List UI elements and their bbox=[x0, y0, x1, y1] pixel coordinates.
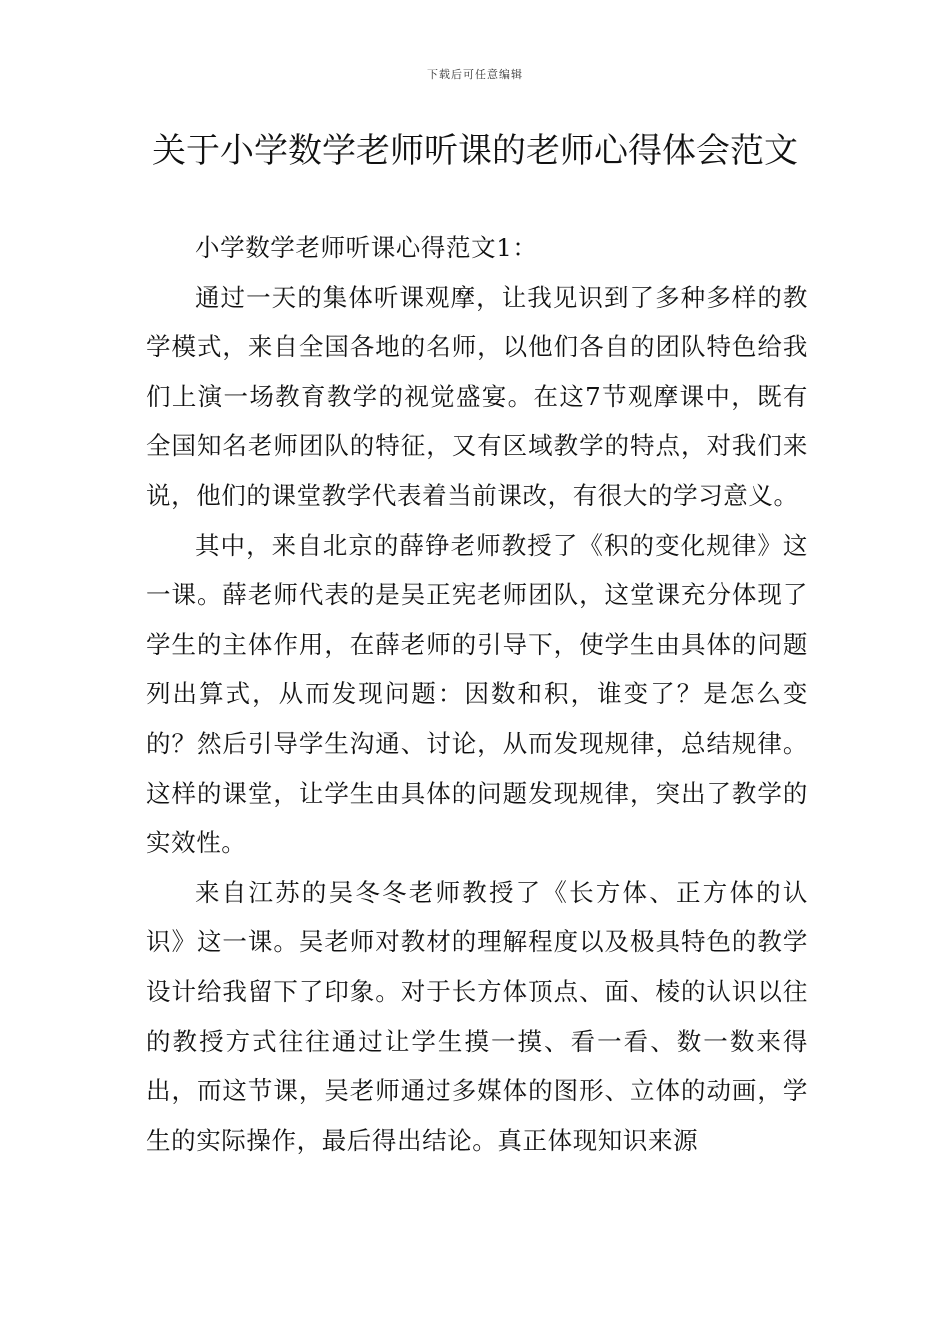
paragraph-subheading: 小学数学老师听课心得范文1： bbox=[195, 233, 538, 262]
header-note: 下载后可任意编辑 bbox=[427, 68, 523, 81]
paragraph: 其中，来自北京的薛铮老师教授了《积的变化规律》这一课。薛老师代表的是吴正宪老师团队，这堂课充分体现了学生的主体作用，在薛老师的引导下，使学生由具体的问题列出算式，从而发现问题：因数和积，谁变了？是怎么变的？然后引导学生沟通、讨论，从而发现规律，总结规律。这样的课堂，让学生由具体的问题发现规律，突出了教学的实效性。 bbox=[146, 530, 808, 858]
paragraph: 通过一天的集体听课观摩，让我见识到了多种多样的教学模式，来自全国各地的名师，以他们各自的团队特色给我们上演一场教育教学的视觉盛宴。在这7节观摩课中，既有全国知名老师团队的特征，又有区域教学的特点，对我们来说，他们的课堂教学代表着当前课改，有很大的学习意义。 bbox=[146, 282, 808, 510]
document-body bbox=[146, 223, 808, 1165]
paragraph: 来自江苏的吴冬冬老师教授了《长方体、正方体的认识》这一课。吴老师对教材的理解程度以及极具特色的教学设计给我留下了印象。对于长方体顶点、面、棱的认识以往的教授方式往往通过让学生摸一摸、看一看、数一数来得出，而这节课，吴老师通过多媒体的图形、立体的动画，学生的实际操作，最后得出结论。真正体现知识来源 bbox=[146, 877, 808, 1155]
document-title: 关于小学数学老师听课的老师心得体会范文 bbox=[152, 131, 798, 171]
